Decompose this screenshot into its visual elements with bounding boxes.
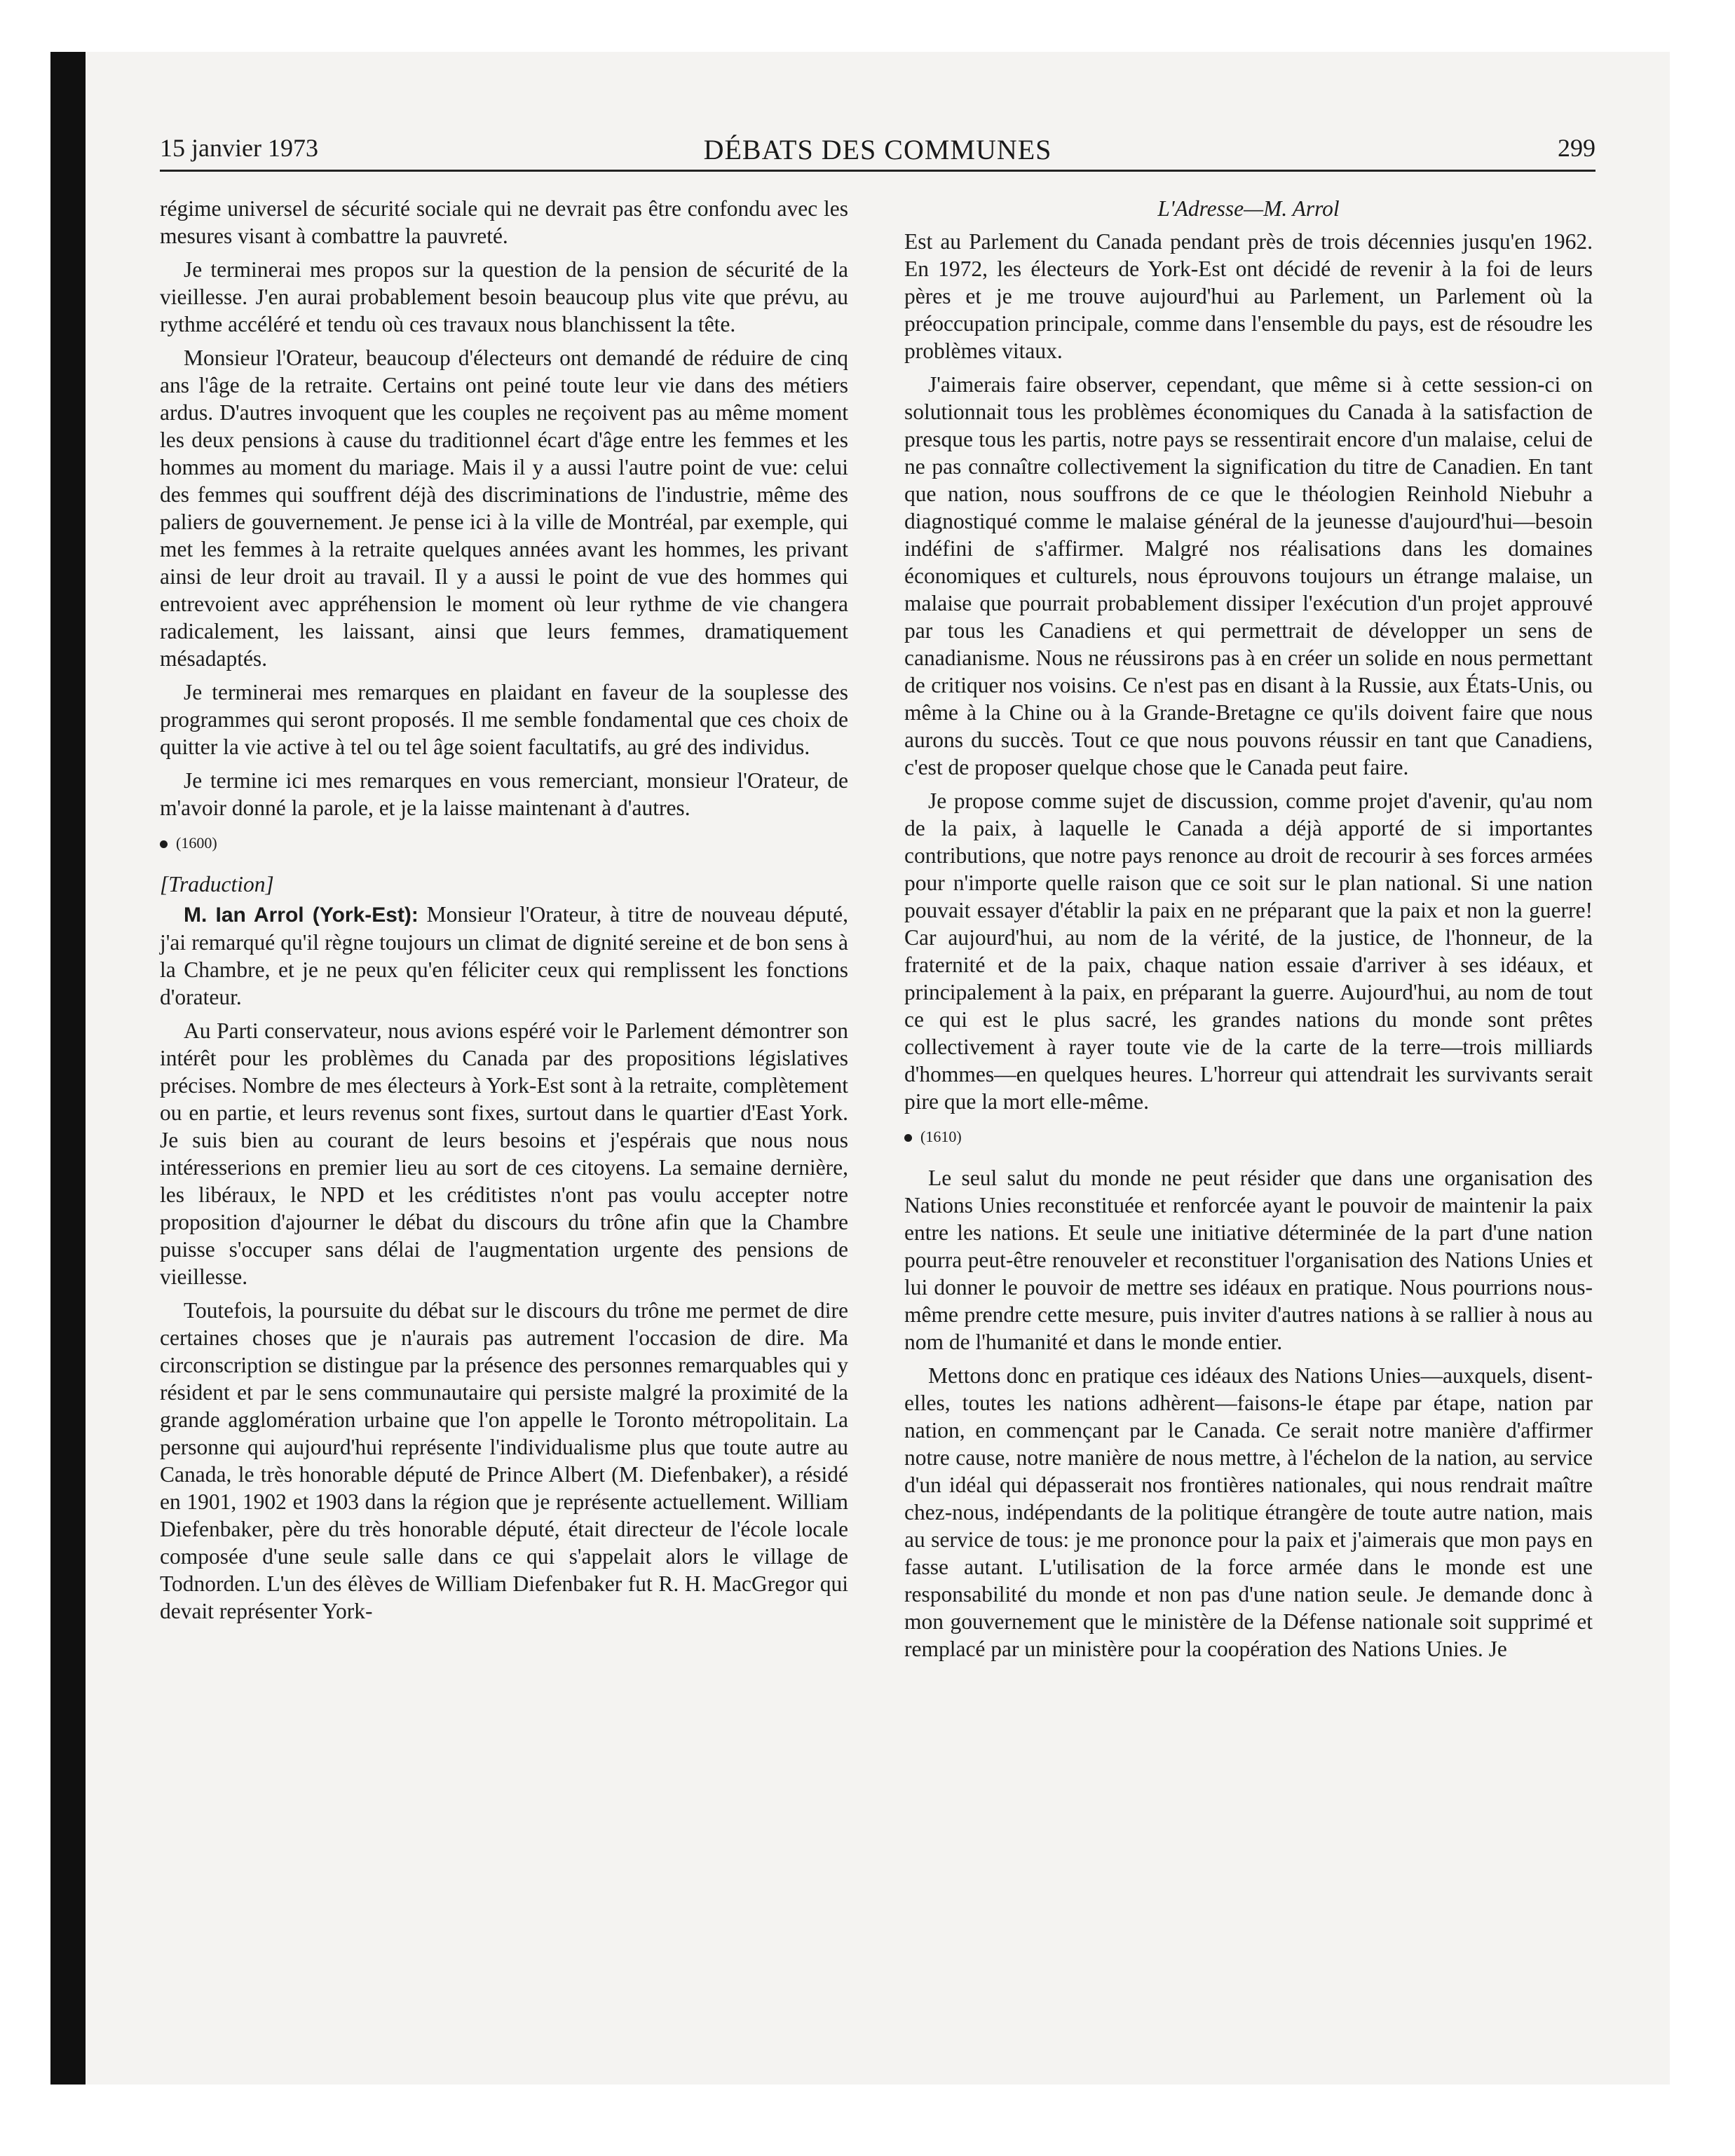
paragraph: J'aimerais faire observer, cependant, que même si à cette session-ci on solutionnait tous les problèmes économiques du Canada à la satisfaction de presque tous les partis, notre pays se ressentirait encore d'un malaise, celui de ne pas connaître collectivement la signification du titre de Canadien. En tant que nation, nous souffrons de ce que le théologien Reinhold Niebuhr a diagnostiqué comme le malaise général de la jeunesse d'aujourd'hui—besoin indéfini de s'affirmer. Malgré nos réalisations dans les domaines économiques et culturels, nous éprouvons toujours un étrange malaise, un malaise que pourrait probablement dissiper l'exécution d'un projet approuvé par tous les Canadiens et qui permettrait de développer un sens de canadianisme. Nous ne réussirons pas à en créer un solide en nous permettant de critiquer nos voisins. Ce n'est pas en disant à la Russie, aux États-Unis, ou même à la Chine ou à la Grande-Bretagne ce qu'ils doivent faire que nous aurons du succès. Tout ce que nous pouvons réussir en tant que Canadiens, c'est de proposer quelque chose que le Canada peut faire. bbox=[904, 372, 1593, 779]
speaker-paragraph bbox=[160, 901, 848, 1011]
header-page-number: 299 bbox=[1558, 134, 1595, 162]
running-head: L'Adresse—M. Arrol bbox=[1157, 196, 1340, 221]
scan-edge bbox=[50, 52, 86, 2085]
bullet-icon bbox=[904, 1134, 912, 1142]
header-date: 15 janvier 1973 bbox=[160, 134, 318, 162]
paragraph: Mettons donc en pratique ces idéaux des Nations Unies—auxquels, disent-elles, toutes les nations adhèrent—faisons-le étape par étape, nation par nation, en commençant par le Canada. Ce serait notre manière d'affirmer notre cause, notre manière de nous mettre, à l'échelon de la nation, au service d'un idéal qui dépasserait nos frontières nationales, qui nous rendrait maître chez-nous, indépendants de la politique étrangère de toute autre nation, mais au service de tous: je me prononce pour la paix et j'aimerais que mon pays en fasse autant. L'utilisation de la force armée dans le monde est une responsabilité du monde et non pas d'une nation seule. Je demande donc à mon gouvernement que le ministère de la Défense nationale soit supprimé et remplacé par un ministère pour la coopération des Nations Unies. Je bbox=[904, 1363, 1593, 1661]
paragraph: régime universel de sécurité sociale qui ne devrait pas être confondu avec les mesures visant à combattre la pauvreté. bbox=[160, 196, 848, 248]
speaker-text: Monsieur l'Orateur, à titre de nouveau député, j'ai remarqué qu'il règne toujours un climat de dignité sereine et de bon sens à la Chambre, et je ne peux qu'en féliciter ceux qui remplissent les fonctions d'orateur. bbox=[160, 902, 848, 1009]
header-title: DÉBATS DES COMMUNES bbox=[703, 134, 1052, 165]
page-header bbox=[160, 133, 1595, 172]
time-marker-text: (1610) bbox=[920, 1128, 962, 1145]
paragraph: Je terminerai mes remarques en plaidant en faveur de la souplesse des programmes qui seront proposés. Il me semble fondamental que ces choix de quitter la vie active à tel ou tel âge soient facultatifs, au gré des individus. bbox=[160, 680, 848, 759]
paragraph: Je terminerai mes propos sur la question de la pension de sécurité de la vieillesse. J'en aurai probablement besoin beaucoup plus vite que prévu, au rythme accéléré et tendu où ces travaux nous blanchissent la tête. bbox=[160, 257, 848, 336]
right-column bbox=[904, 195, 1593, 1669]
translation-note: [Traduction] bbox=[160, 872, 274, 896]
paragraph: Est au Parlement du Canada pendant près de trois décennies jusqu'en 1962. En 1972, les électeurs de York-Est ont décidé de revenir à la foi de leurs pères et je me trouve aujourd'hui au Parlement, un Parlement où la préoccupation principale, comme dans l'ensemble du pays, est de résoudre les problèmes vitaux. bbox=[904, 229, 1593, 363]
paragraph: Le seul salut du monde ne peut résider que dans une organisation des Nations Unies reconstituée et renforcée ayant le pouvoir de maintenir la paix entre les nations. Et seule une initiative déterminée de la part d'une nation pourra peut-être renouveler et reconstituer l'organisation des Nations Unies et lui donner le pouvoir de mettre ses idéaux en pratique. Nous pourrions nous-même prendre cette mesure, puis inviter d'autres nations à se rallier à nous au nom de l'humanité et dans le monde entier. bbox=[904, 1166, 1593, 1354]
paragraph: Toutefois, la poursuite du débat sur le discours du trône me permet de dire certaines choses que je n'aurais pas autrement l'occasion de dire. Ma circonscription se distingue par la présence des personnes remarquables qui y résident et par le sens communautaire qui persiste malgré la proximité de la grande agglomération urbaine que l'on appelle le Toronto métropolitain. La personne qui aujourd'hui représente l'individualisme plus que toute autre au Canada, le très honorable député de Prince Albert (M. Diefenbaker), a résidé en 1901, 1902 et 1903 dans la région que je représente actuellement. William Diefenbaker, père du très honorable député, était directeur de l'école locale composée d'une seule salle dans ce qui s'appelait alors le village de Todnorden. L'un des élèves de William Diefenbaker fut R. H. MacGregor qui devait représenter York- bbox=[160, 1298, 848, 1623]
time-marker-text: (1600) bbox=[176, 834, 217, 852]
paragraph: Je termine ici mes remarques en vous remerciant, monsieur l'Orateur, de m'avoir donné la parole, et je la laisse maintenant à d'autres. bbox=[160, 768, 848, 820]
bullet-icon bbox=[160, 840, 168, 848]
paragraph: Au Parti conservateur, nous avions espéré voir le Parlement démontrer son intérêt pour les problèmes du Canada par des propositions législatives précises. Nombre de mes électeurs à York-Est sont à la retraite, complètement ou en partie, et leurs revenus sont fixes, surtout dans le quartier d'East York. Je suis bien au courant de leurs besoins et j'espérais que nous nous intéresserions en premier lieu au sort de ces citoyens. La semaine dernière, les libéraux, le NPD et les créditistes n'ont pas voulu accepter notre proposition d'ajourner le débat du discours du trône afin que la Chambre puisse s'occuper sans délai de l'augmentation urgente des pensions de vieillesse. bbox=[160, 1018, 848, 1289]
time-marker bbox=[160, 833, 848, 854]
time-marker bbox=[904, 1126, 1593, 1147]
paragraph: Monsieur l'Orateur, beaucoup d'électeurs ont demandé de réduire de cinq ans l'âge de la retraite. Certains ont peiné toute leur vie dans des métiers ardus. D'autres invoquent que les couples ne reçoivent pas au même moment les deux pensions à cause du traditionnel écart d'âge entre les femmes et les hommes au moment du mariage. Mais il y a aussi l'autre point de vue: celui des femmes qui souffrent déjà des discriminations de l'industrie, même des paliers de gouvernement. Je pense ici à la ville de Montréal, par exemple, qui met les femmes à la retraite quelques années avant les hommes, les privant ainsi de leur droit au travail. Il y a aussi le point de vue des hommes qui entrevoient avec appréhension le moment où leur rythme de vie changera radicalement, les laissant, ainsi que leurs femmes, dramatiquement mésadaptés. bbox=[160, 346, 848, 671]
speaker-name: M. Ian Arrol (York-Est): bbox=[184, 903, 419, 927]
left-column bbox=[160, 195, 848, 1631]
paragraph: Je propose comme sujet de discussion, comme projet d'avenir, qu'au nom de la paix, à laquelle le Canada a déjà apporté de si importantes contributions, que notre pays renonce au droit de recourir à ses forces armées pour n'importe quelle raison que ce soit sur le plan national. Si une nation pouvait essayer d'établir la paix en ne préparant que la paix et non la guerre! Car aujourd'hui, au nom de la vérité, de la justice, de l'honneur, de la fraternité et de la paix, chaque nation essaie d'arriver à ses idéaux, et principalement à la paix, en préparant la guerre. Aujourd'hui, au nom de tout ce qui est le plus sacré, les grandes nations du monde sont prêtes collectivement à rayer toute vie de la carte de la terre—trois milliards d'hommes—en quelques heures. L'horreur qui attendrait les survivants serait pire que la mort elle-même. bbox=[904, 789, 1593, 1114]
